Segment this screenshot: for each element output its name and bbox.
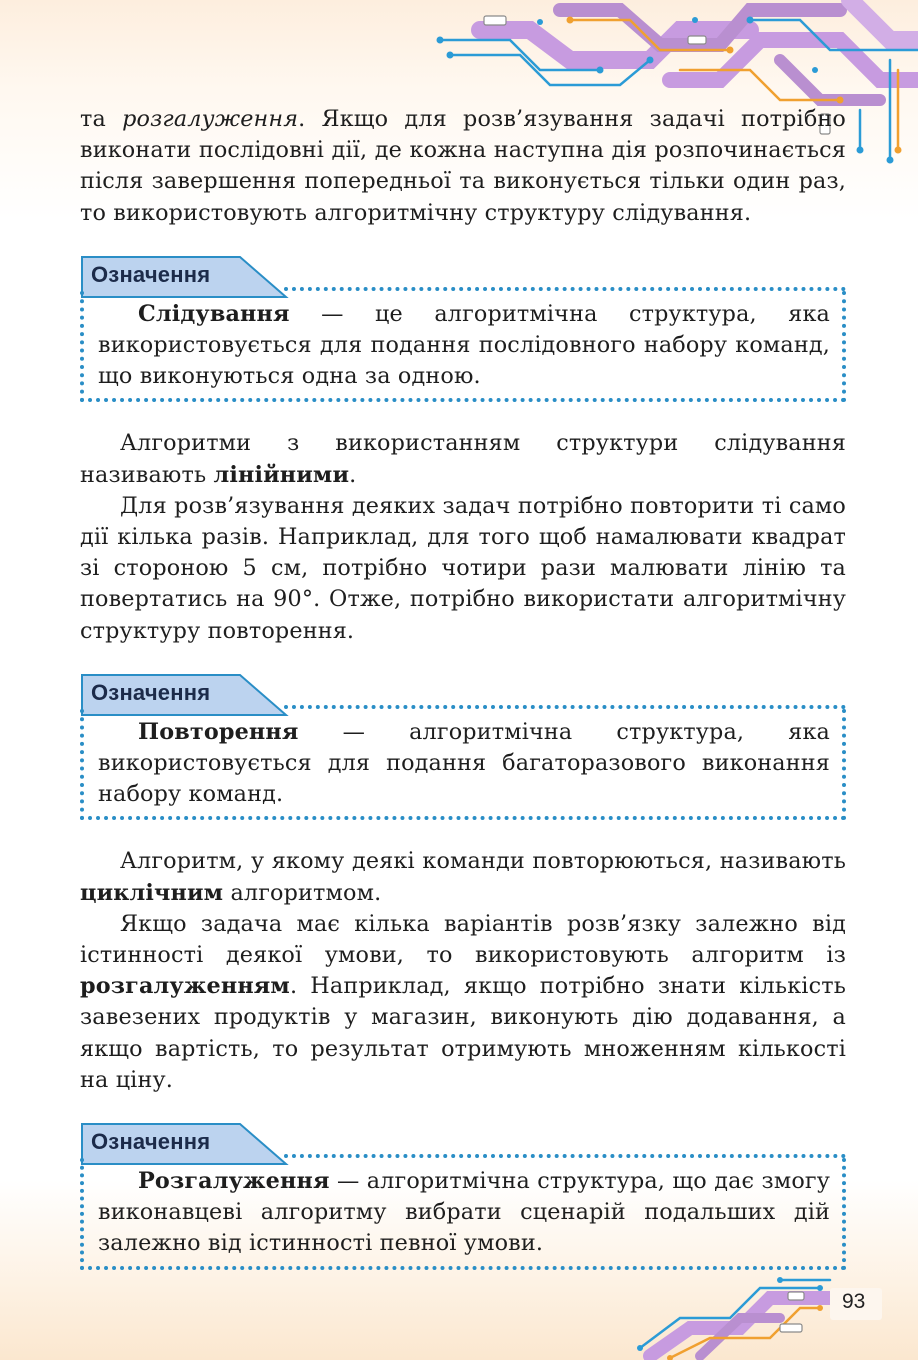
definition-text [98, 299, 830, 393]
paragraph-repeat-example: Для розв’язування деяких задач потрібно повторити ті само дії кілька разів. Наприклад, для того щоб намалювати квадрат зі стороною 5 см, потрібно чотири рази малювати лінію та повертатись на 90°. Отже, потрібно використати алгоритмічну структуру повторення. [80, 492, 846, 644]
term-branching: розгалуженням [80, 973, 290, 1000]
definition-box [80, 291, 846, 403]
para2-pre: Алгоритми з використанням структури слідування називають [80, 430, 846, 488]
para5-post: . Наприклад, якщо потрібно знати кількість завезених продуктів у магазин, виконують дію додавання, а якщо вартість, то результат отримують множенням кількості на ціну. [80, 973, 846, 1093]
definition-box-top-border [284, 705, 846, 709]
definition-block-sequence [80, 255, 846, 403]
definition-block-branching [80, 1122, 846, 1270]
definition-term: Слідування [138, 300, 290, 327]
para1-italic-term: розгалуження [122, 106, 299, 132]
paragraph-cyclic [80, 846, 846, 908]
definition-label: Означення [91, 261, 211, 287]
term-linear: лінійними [213, 461, 350, 488]
definition-box-top-border [284, 287, 846, 291]
term-cyclic: циклічним [80, 879, 224, 906]
para5-pre: Якщо задача має кілька варіантів розв’язку залежно від істинності деякої умови, то використовують алгоритм із [80, 910, 846, 969]
definition-term: Розгалуження [138, 1168, 330, 1195]
definition-box [80, 709, 846, 821]
definition-box-top-border [284, 1154, 846, 1158]
definition-label: Означення [91, 679, 211, 705]
para1-pre: та [80, 106, 123, 132]
definition-body: — це алгоритмічна структура, яка використовується для подання послідовного набору команд, що виконуються одна за одною. [98, 300, 830, 390]
paragraph-intro [80, 104, 846, 229]
definition-body: — алгоритмічна структура, яка використовується для подання багаторазового виконання набору команд. [98, 718, 830, 808]
definition-term: Повторення [138, 718, 299, 745]
para4-pre: Алгоритм, у якому деякі команди повторюються, називають [120, 848, 846, 875]
paragraph-linear [80, 428, 846, 490]
definition-text [98, 717, 830, 811]
definition-body: — алгоритмічна структура, що дає змогу виконавцеві алгоритму вибрати сценарій подальших дій залежно від істинності певної умови. [98, 1168, 830, 1257]
definition-label: Означення [91, 1129, 211, 1155]
paragraph-branching [80, 909, 846, 1096]
definition-box [80, 1158, 846, 1270]
para4-post: алгоритмом. [223, 879, 382, 906]
para2-post: . [349, 461, 357, 488]
page-number: 93 [842, 1290, 866, 1313]
para1-post: . Якщо для розв’язування задачі потрібно виконати послідовні дії, де кожна наступна дія розпочинається після завершення попередньої та виконується тільки один раз, то використовують алгоритмічну структуру слідування. [80, 106, 846, 226]
definition-text [98, 1166, 830, 1260]
definition-block-repetition [80, 673, 846, 821]
